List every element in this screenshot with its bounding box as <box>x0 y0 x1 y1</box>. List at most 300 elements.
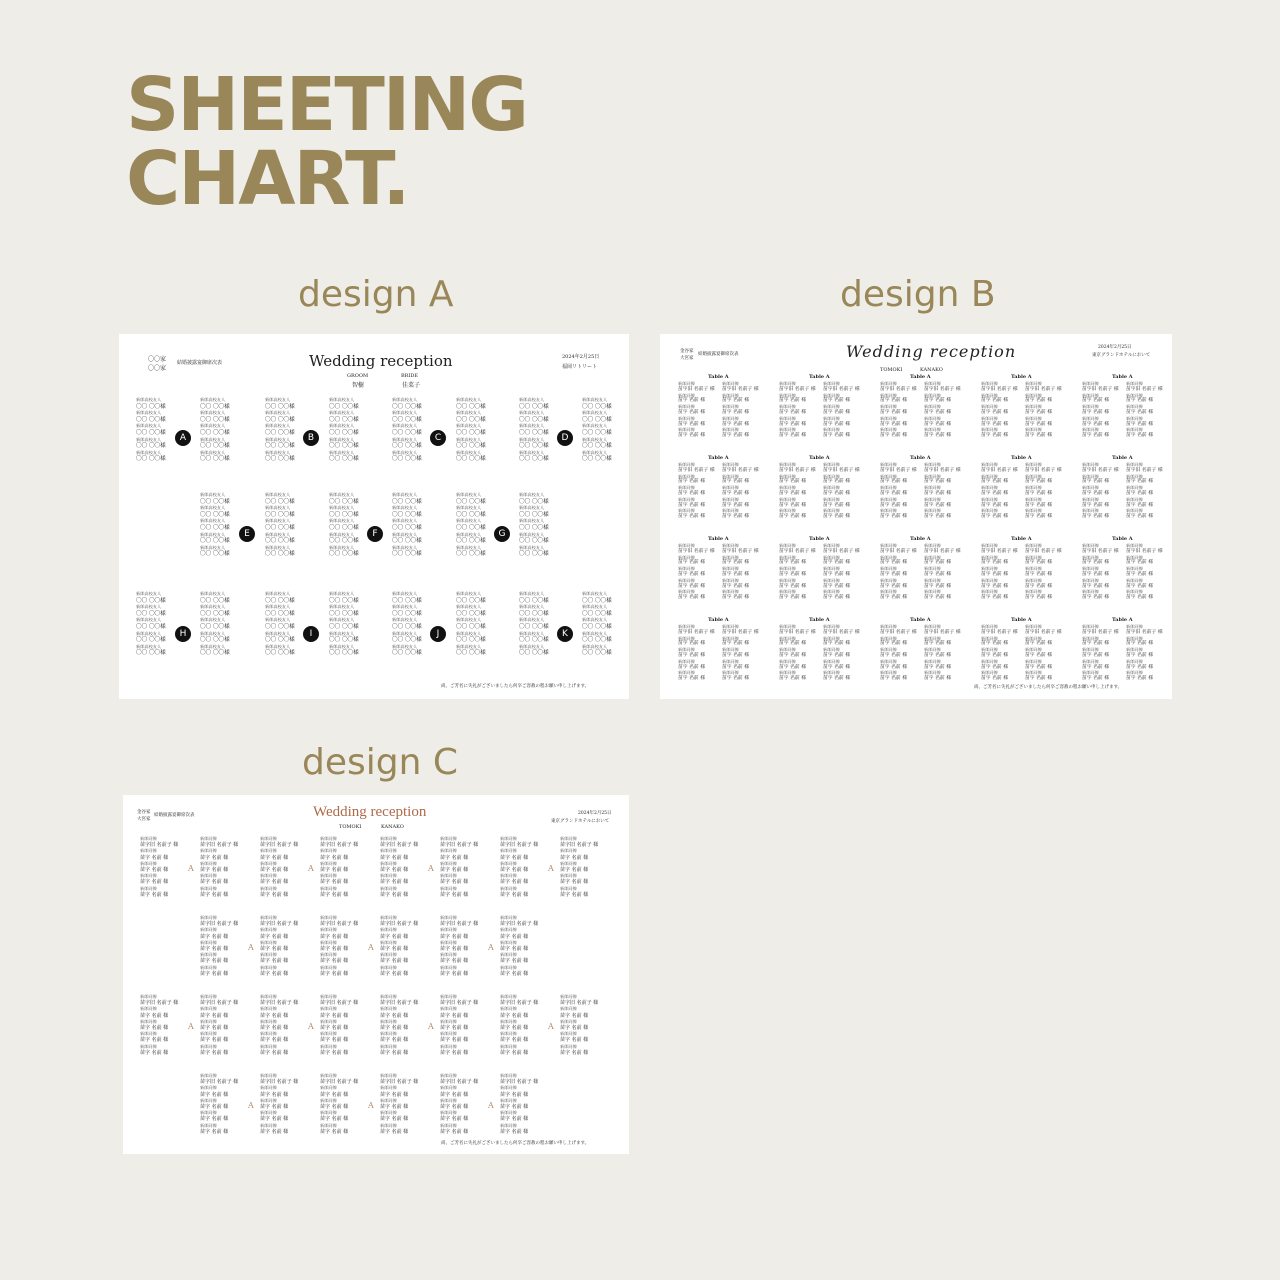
guest-relation: 新郎高校友人 <box>329 449 355 455</box>
guest-relation: 新郎同僚 <box>880 392 897 398</box>
guest-name: 苗字旧 名前子 様 <box>981 386 1018 392</box>
guest-name: 〇〇 〇〇様 <box>200 511 230 518</box>
guest-relation: 新郎同僚 <box>200 1043 217 1049</box>
guest-relation: 新郎同僚 <box>140 860 157 866</box>
guest-name: 苗字旧 名前子 様 <box>924 548 961 554</box>
guest-column <box>500 915 538 977</box>
guest-name: 苗字 名前 様 <box>500 946 529 953</box>
guest-column <box>265 397 295 463</box>
guest-name: 苗字 名前 様 <box>1025 571 1053 577</box>
guest-name: 苗字 名前 様 <box>1025 433 1053 439</box>
guest-relation: 新郎同僚 <box>260 1097 277 1103</box>
guest-relation: 新郎同僚 <box>1082 381 1099 386</box>
guest-relation: 新郎同僚 <box>1126 647 1143 653</box>
guest-relation: 新郎高校友人 <box>519 604 545 610</box>
guest-relation: 新郎同僚 <box>200 860 217 866</box>
guest-name: 苗字 名前 様 <box>560 854 589 861</box>
guest-name: 苗字 名前 様 <box>779 595 807 601</box>
guest-name: 〇〇 〇〇様 <box>329 511 359 518</box>
guest-name: 苗字 名前 様 <box>320 958 349 965</box>
guest-relation: 新郎同僚 <box>1025 496 1042 502</box>
guest-name: 苗字 名前 様 <box>779 583 807 589</box>
guest-relation: 新郎同僚 <box>380 994 397 999</box>
guest-relation: 新郎同僚 <box>880 554 897 560</box>
guest-name: 苗字旧 名前子 様 <box>200 921 239 928</box>
guest-relation: 新郎同僚 <box>924 670 941 676</box>
guest-name: 苗字旧 名前子 様 <box>320 842 359 849</box>
chart-subtitle: 結婚披露宴御席次表 <box>154 813 195 818</box>
guest-name: 〇〇 〇〇様 <box>136 456 166 463</box>
guest-name: 〇〇 〇〇様 <box>456 443 486 450</box>
guest-column <box>260 915 298 977</box>
guest-column <box>779 543 816 601</box>
guest-name: 苗字 名前 様 <box>981 409 1009 415</box>
design-a-preview[interactable] <box>119 334 629 699</box>
guest-name: 苗字旧 名前子 様 <box>1082 629 1119 635</box>
guest-column <box>1126 381 1163 439</box>
guest-relation: 新郎同僚 <box>823 554 840 560</box>
guest-column <box>1082 543 1119 601</box>
guest-name: 苗字 名前 様 <box>1082 409 1110 415</box>
guest-name: 苗字 名前 様 <box>1082 479 1110 485</box>
guest-name: 苗字旧 名前子 様 <box>1025 548 1062 554</box>
guest-relation: 新郎高校友人 <box>200 643 226 649</box>
guest-name: 苗字 名前 様 <box>779 409 807 415</box>
guest-relation: 新郎同僚 <box>779 485 796 491</box>
guest-name: 苗字 名前 様 <box>823 652 851 658</box>
guest-name: 苗字 名前 様 <box>981 676 1009 682</box>
guest-name: 〇〇 〇〇様 <box>392 498 422 505</box>
guest-name: 苗字 名前 様 <box>779 514 807 520</box>
guest-relation: 新郎同僚 <box>1025 635 1042 641</box>
guest-column <box>981 624 1018 682</box>
guest-relation: 新郎同僚 <box>380 1122 397 1128</box>
guest-column <box>560 836 598 898</box>
guest-column <box>329 591 359 657</box>
guest-relation: 新郎同僚 <box>1126 392 1143 398</box>
guest-name: 〇〇 〇〇様 <box>265 403 295 410</box>
guest-name: 〇〇 〇〇様 <box>456 524 486 531</box>
guest-name: 苗字 名前 様 <box>500 867 529 874</box>
guest-name: 苗字 名前 様 <box>200 1104 229 1111</box>
guest-column <box>265 591 295 657</box>
guest-name: 苗字 名前 様 <box>981 652 1009 658</box>
guest-name: 苗字旧 名前子 様 <box>440 1000 479 1007</box>
design-c-preview[interactable] <box>123 795 629 1154</box>
guest-column <box>981 462 1018 520</box>
guest-relation: 新郎高校友人 <box>519 617 545 623</box>
guest-relation: 新郎同僚 <box>140 1031 157 1037</box>
guest-relation: 新郎同僚 <box>823 566 840 572</box>
guest-relation: 新郎同僚 <box>1082 392 1099 398</box>
guest-relation: 新郎同僚 <box>440 1110 457 1116</box>
guest-name: 苗字 名前 様 <box>260 879 289 886</box>
guest-name: 苗字 名前 様 <box>440 1012 469 1019</box>
guest-relation: 新郎同僚 <box>880 473 897 479</box>
guest-relation: 新郎高校友人 <box>329 436 355 442</box>
guest-column <box>380 915 418 977</box>
guest-relation: 新郎同僚 <box>200 836 217 841</box>
guest-name: 苗字 名前 様 <box>260 1104 289 1111</box>
table-letter: A <box>368 1101 374 1110</box>
guest-name: 苗字 名前 様 <box>500 854 529 861</box>
guest-name: 〇〇 〇〇様 <box>329 650 359 657</box>
guest-name: 〇〇 〇〇様 <box>392 416 422 423</box>
guest-relation: 新郎高校友人 <box>519 643 545 649</box>
guest-relation: 新郎高校友人 <box>456 505 482 511</box>
guest-relation: 新郎同僚 <box>380 1018 397 1024</box>
guest-name: 苗字 名前 様 <box>560 1012 589 1019</box>
guest-relation: 新郎高校友人 <box>456 630 482 636</box>
guest-relation: 新郎同僚 <box>1126 577 1143 583</box>
guest-name: 〇〇 〇〇様 <box>392 403 422 410</box>
footer-note: 尚、ご芳名に失礼がございましたら何卒ご容赦の程お願い申し上げます。 <box>974 685 1123 690</box>
guest-column <box>392 591 422 657</box>
guest-name: 〇〇 〇〇様 <box>200 597 230 604</box>
chart-title: Wedding reception <box>846 342 1017 361</box>
guest-name: 苗字 名前 様 <box>200 1037 229 1044</box>
guest-relation: 新郎同僚 <box>500 1122 517 1128</box>
guest-relation: 新郎高校友人 <box>392 397 418 402</box>
guest-column <box>823 624 860 682</box>
guest-name: 苗字 名前 様 <box>924 583 952 589</box>
guest-name: 苗字 名前 様 <box>380 946 409 953</box>
guest-relation: 新郎高校友人 <box>200 505 226 511</box>
guest-relation: 新郎同僚 <box>823 473 840 479</box>
guest-relation: 新郎同僚 <box>380 1110 397 1116</box>
event-date: 2024年2月25日 <box>578 811 612 816</box>
guest-relation: 新郎高校友人 <box>392 531 418 537</box>
guest-relation: 新郎同僚 <box>560 885 577 891</box>
guest-name: 苗字 名前 様 <box>260 1049 289 1056</box>
guest-relation: 新郎同僚 <box>1082 658 1099 664</box>
guest-relation: 新郎同僚 <box>1025 392 1042 398</box>
guest-relation: 新郎高校友人 <box>136 617 162 623</box>
guest-name: 〇〇 〇〇様 <box>392 538 422 545</box>
guest-name: 苗字 名前 様 <box>200 1128 229 1135</box>
guest-name: 苗字 名前 様 <box>880 514 908 520</box>
guest-relation: 新郎同僚 <box>880 404 897 410</box>
guest-relation: 新郎同僚 <box>779 404 796 410</box>
guest-name: 苗字 名前 様 <box>560 879 589 886</box>
guest-relation: 新郎同僚 <box>924 392 941 398</box>
guest-relation: 新郎高校友人 <box>329 492 355 497</box>
guest-relation: 新郎同僚 <box>678 508 695 514</box>
guest-relation: 新郎同僚 <box>560 1018 577 1024</box>
guest-relation: 新郎同僚 <box>722 415 739 421</box>
guest-name: 苗字旧 名前子 様 <box>678 548 715 554</box>
table-heading: Table A <box>910 536 931 542</box>
guest-relation: 新郎高校友人 <box>582 449 608 455</box>
guest-name: 〇〇 〇〇様 <box>519 524 549 531</box>
guest-relation: 新郎同僚 <box>260 927 277 933</box>
headline-line-2: CHART. <box>126 136 409 222</box>
guest-column <box>200 836 238 898</box>
guest-relation: 新郎同僚 <box>380 1031 397 1037</box>
guest-relation: 新郎同僚 <box>560 836 577 841</box>
guest-name: 〇〇 〇〇様 <box>136 443 166 450</box>
guest-relation: 新郎高校友人 <box>456 423 482 429</box>
guest-relation: 新郎同僚 <box>823 670 840 676</box>
guest-relation: 新郎同僚 <box>880 543 897 548</box>
guest-name: 苗字旧 名前子 様 <box>924 467 961 473</box>
guest-name: 苗字 名前 様 <box>260 1116 289 1123</box>
guest-relation: 新郎同僚 <box>678 647 695 653</box>
guest-relation: 新郎同僚 <box>1082 647 1099 653</box>
guest-name: 〇〇 〇〇様 <box>456 597 486 604</box>
guest-name: 苗字旧 名前子 様 <box>779 548 816 554</box>
guest-name: 苗字 名前 様 <box>779 490 807 496</box>
guest-name: 苗字 名前 様 <box>823 595 851 601</box>
guest-name: 〇〇 〇〇様 <box>265 637 295 644</box>
guest-name: 〇〇 〇〇様 <box>582 610 612 617</box>
guest-relation: 新郎高校友人 <box>456 591 482 596</box>
guest-relation: 新郎同僚 <box>823 462 840 467</box>
guest-name: 〇〇 〇〇様 <box>136 650 166 657</box>
guest-name: 〇〇 〇〇様 <box>329 610 359 617</box>
guest-name: 苗字 名前 様 <box>380 1037 409 1044</box>
guest-relation: 新郎同僚 <box>380 860 397 866</box>
table-marker: K <box>557 626 573 642</box>
guest-name: 苗字 名前 様 <box>500 933 529 940</box>
guest-relation: 新郎高校友人 <box>200 410 226 416</box>
guest-name: 苗字 名前 様 <box>981 398 1009 404</box>
guest-name: 苗字 名前 様 <box>140 879 169 886</box>
guest-name: 苗字 名前 様 <box>320 1049 349 1056</box>
guest-column <box>500 994 538 1056</box>
guest-relation: 新郎同僚 <box>260 939 277 945</box>
guest-name: 苗字旧 名前子 様 <box>1126 548 1163 554</box>
guest-relation: 新郎同僚 <box>1082 508 1099 514</box>
guest-relation: 新郎同僚 <box>380 964 397 970</box>
guest-name: 苗字 名前 様 <box>924 560 952 566</box>
guest-relation: 新郎同僚 <box>1025 624 1042 629</box>
guest-name: 苗字 名前 様 <box>722 490 750 496</box>
guest-relation: 新郎同僚 <box>380 1085 397 1091</box>
guest-name: 〇〇 〇〇様 <box>200 403 230 410</box>
guest-name: 苗字 名前 様 <box>880 490 908 496</box>
guest-column <box>456 397 486 463</box>
guest-relation: 新郎同僚 <box>1082 427 1099 433</box>
guest-name: 〇〇 〇〇様 <box>265 597 295 604</box>
guest-column <box>678 624 715 682</box>
guest-relation: 新郎同僚 <box>722 473 739 479</box>
guest-column <box>136 397 166 463</box>
guest-name: 苗字旧 名前子 様 <box>500 1079 539 1086</box>
guest-name: 〇〇 〇〇様 <box>456 551 486 558</box>
guest-relation: 新郎同僚 <box>779 496 796 502</box>
guest-name: 苗字 名前 様 <box>440 946 469 953</box>
guest-name: 苗字 名前 様 <box>678 641 706 647</box>
guest-relation: 新郎高校友人 <box>582 397 608 402</box>
guest-name: 苗字 名前 様 <box>1126 490 1154 496</box>
guest-relation: 新郎同僚 <box>200 1097 217 1103</box>
guest-relation: 新郎同僚 <box>779 658 796 664</box>
guest-column <box>1126 543 1163 601</box>
design-b-preview[interactable] <box>660 334 1172 699</box>
venue: 福岡リトリート <box>562 364 598 370</box>
guest-relation: 新郎同僚 <box>722 589 739 595</box>
family-1: 金谷家 <box>137 810 151 815</box>
bride-name: KANAKO <box>381 824 404 830</box>
guest-relation: 新郎同僚 <box>320 1097 337 1103</box>
table-heading: Table A <box>910 617 931 623</box>
guest-name: 苗字 名前 様 <box>981 479 1009 485</box>
guest-name: 〇〇 〇〇様 <box>200 610 230 617</box>
guest-name: 苗字 名前 様 <box>779 652 807 658</box>
guest-name: 苗字 名前 様 <box>1082 571 1110 577</box>
guest-relation: 新郎同僚 <box>1025 566 1042 572</box>
guest-name: 〇〇 〇〇様 <box>392 637 422 644</box>
guest-relation: 新郎同僚 <box>981 566 998 572</box>
guest-relation: 新郎同僚 <box>1082 670 1099 676</box>
guest-relation: 新郎高校友人 <box>392 449 418 455</box>
guest-relation: 新郎同僚 <box>320 1043 337 1049</box>
guest-name: 苗字 名前 様 <box>560 1037 589 1044</box>
guest-relation: 新郎同僚 <box>779 415 796 421</box>
guest-relation: 新郎高校友人 <box>582 591 608 596</box>
guest-name: 〇〇 〇〇様 <box>136 623 166 630</box>
guest-relation: 新郎同僚 <box>260 873 277 879</box>
guest-relation: 新郎同僚 <box>722 392 739 398</box>
guest-name: 〇〇 〇〇様 <box>582 597 612 604</box>
guest-name: 苗字 名前 様 <box>380 933 409 940</box>
guest-name: 苗字 名前 様 <box>200 867 229 874</box>
guest-relation: 新郎高校友人 <box>456 436 482 442</box>
guest-relation: 新郎同僚 <box>678 404 695 410</box>
guest-relation: 新郎同僚 <box>440 915 457 920</box>
guest-relation: 新郎同僚 <box>981 658 998 664</box>
guest-relation: 新郎同僚 <box>722 670 739 676</box>
guest-relation: 新郎同僚 <box>440 994 457 999</box>
guest-relation: 新郎同僚 <box>678 577 695 583</box>
guest-name: 〇〇 〇〇様 <box>136 429 166 436</box>
guest-relation: 新郎同僚 <box>722 381 739 386</box>
guest-relation: 新郎高校友人 <box>392 617 418 623</box>
guest-relation: 新郎同僚 <box>678 624 695 629</box>
guest-name: 苗字旧 名前子 様 <box>380 921 419 928</box>
guest-column <box>329 492 359 558</box>
family-2: 大宮家 <box>680 356 694 361</box>
guest-name: 〇〇 〇〇様 <box>329 623 359 630</box>
guest-relation: 新郎同僚 <box>678 485 695 491</box>
guest-relation: 新郎同僚 <box>880 577 897 583</box>
guest-name: 苗字 名前 様 <box>924 676 952 682</box>
guest-name: 〇〇 〇〇様 <box>329 403 359 410</box>
guest-name: 苗字 名前 様 <box>880 421 908 427</box>
guest-column <box>1025 624 1062 682</box>
family-2: 大宮家 <box>137 817 151 822</box>
guest-name: 〇〇 〇〇様 <box>519 551 549 558</box>
table-heading: Table A <box>708 617 729 623</box>
guest-name: 〇〇 〇〇様 <box>392 610 422 617</box>
guest-name: 苗字 名前 様 <box>924 502 952 508</box>
guest-relation: 新郎高校友人 <box>456 410 482 416</box>
guest-name: 苗字 名前 様 <box>200 958 229 965</box>
guest-name: 苗字 名前 様 <box>320 1116 349 1123</box>
guest-relation: 新郎同僚 <box>924 404 941 410</box>
guest-name: 苗字 名前 様 <box>722 571 750 577</box>
guest-relation: 新郎同僚 <box>1082 589 1099 595</box>
guest-column <box>440 915 478 977</box>
guest-relation: 新郎高校友人 <box>519 423 545 429</box>
guest-name: 苗字 名前 様 <box>200 891 229 898</box>
guest-name: 苗字 名前 様 <box>200 1025 229 1032</box>
table-letter: A <box>248 1101 254 1110</box>
guest-name: 苗字 名前 様 <box>320 891 349 898</box>
guest-column <box>136 591 166 657</box>
guest-relation: 新郎同僚 <box>500 939 517 945</box>
guest-relation: 新郎高校友人 <box>265 518 291 524</box>
guest-relation: 新郎同僚 <box>880 635 897 641</box>
guest-relation: 新郎同僚 <box>440 1006 457 1012</box>
guest-relation: 新郎同僚 <box>981 635 998 641</box>
guest-relation: 新郎同僚 <box>1126 508 1143 514</box>
guest-column <box>380 994 418 1056</box>
guest-column <box>1082 624 1119 682</box>
guest-relation: 新郎同僚 <box>560 1006 577 1012</box>
guest-name: 苗字 名前 様 <box>678 664 706 670</box>
guest-name: 苗字旧 名前子 様 <box>140 842 179 849</box>
guest-relation: 新郎同僚 <box>1082 404 1099 410</box>
guest-relation: 新郎同僚 <box>1025 670 1042 676</box>
guest-name: 苗字 名前 様 <box>380 958 409 965</box>
guest-name: 苗字 名前 様 <box>380 867 409 874</box>
guest-relation: 新郎同僚 <box>779 624 796 629</box>
guest-name: 〇〇 〇〇様 <box>265 524 295 531</box>
guest-relation: 新郎同僚 <box>260 994 277 999</box>
guest-relation: 新郎同僚 <box>260 1073 277 1078</box>
guest-name: 〇〇 〇〇様 <box>136 403 166 410</box>
guest-name: 苗字 名前 様 <box>1025 641 1053 647</box>
guest-relation: 新郎同僚 <box>981 577 998 583</box>
guest-relation: 新郎同僚 <box>981 589 998 595</box>
guest-relation: 新郎同僚 <box>1025 658 1042 664</box>
guest-name: 苗字 名前 様 <box>500 1025 529 1032</box>
guest-relation: 新郎高校友人 <box>456 397 482 402</box>
guest-relation: 新郎同僚 <box>981 554 998 560</box>
guest-name: 苗字 名前 様 <box>1126 409 1154 415</box>
guest-relation: 新郎同僚 <box>1126 473 1143 479</box>
guest-name: 苗字 名前 様 <box>1025 479 1053 485</box>
guest-relation: 新郎同僚 <box>380 915 397 920</box>
guest-name: 苗字旧 名前子 様 <box>440 1079 479 1086</box>
guest-column <box>380 1073 418 1135</box>
guest-relation: 新郎同僚 <box>1126 589 1143 595</box>
table-heading: Table A <box>1112 374 1133 380</box>
guest-name: 〇〇 〇〇様 <box>136 610 166 617</box>
guest-relation: 新郎同僚 <box>722 624 739 629</box>
guest-relation: 新郎同僚 <box>678 670 695 676</box>
guest-relation: 新郎同僚 <box>380 927 397 933</box>
guest-name: 苗字 名前 様 <box>320 1104 349 1111</box>
guest-name: 〇〇 〇〇様 <box>200 524 230 531</box>
guest-relation: 新郎同僚 <box>981 462 998 467</box>
guest-name: 苗字 名前 様 <box>260 1037 289 1044</box>
guest-relation: 新郎高校友人 <box>265 617 291 623</box>
guest-name: 〇〇 〇〇様 <box>519 511 549 518</box>
guest-name: 〇〇 〇〇様 <box>392 524 422 531</box>
guest-name: 苗字 名前 様 <box>200 1049 229 1056</box>
guest-name: 苗字 名前 様 <box>440 933 469 940</box>
guest-relation: 新郎同僚 <box>722 554 739 560</box>
guest-name: 苗字 名前 様 <box>779 479 807 485</box>
guest-relation: 新郎同僚 <box>440 964 457 970</box>
guest-relation: 新郎同僚 <box>722 508 739 514</box>
guest-relation: 新郎同僚 <box>779 543 796 548</box>
guest-name: 苗字 名前 様 <box>924 490 952 496</box>
headline <box>126 62 528 222</box>
